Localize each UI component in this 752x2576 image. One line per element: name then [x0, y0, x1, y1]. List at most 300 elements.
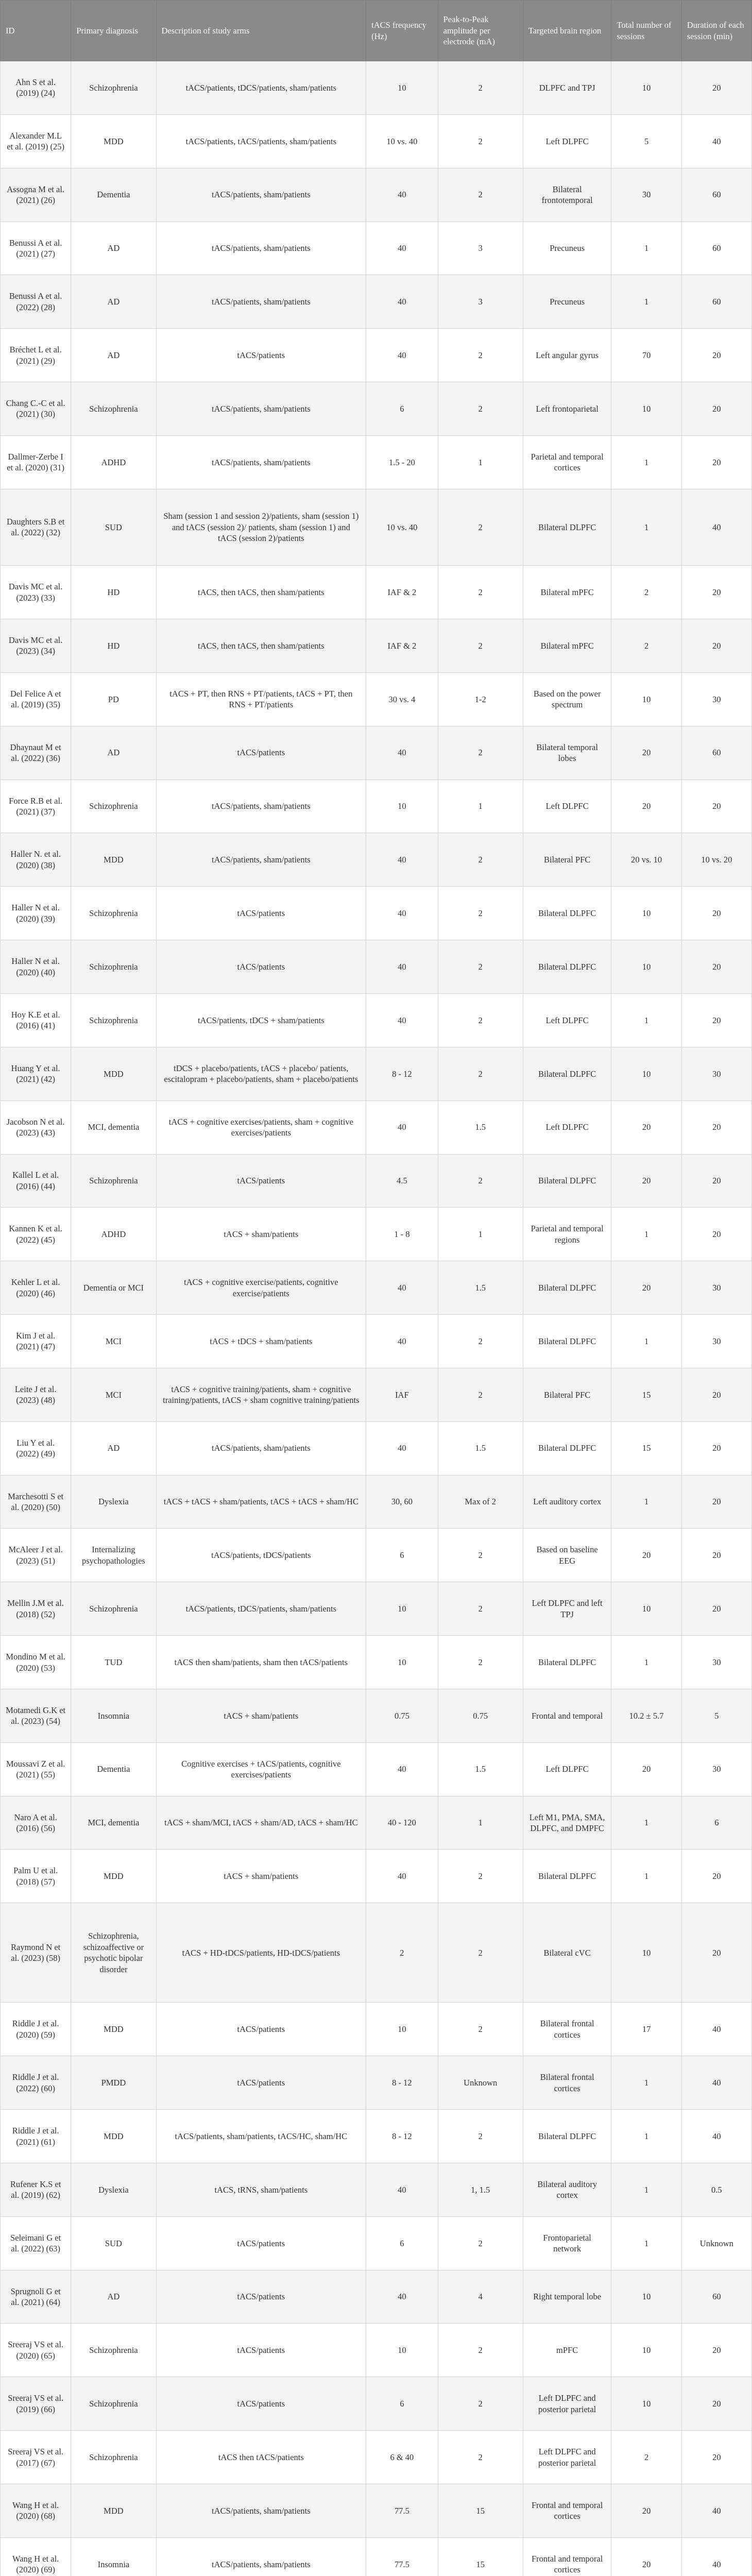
table-row	[1, 435, 752, 489]
cell-brain-region: Bilateral DLPFC	[523, 1315, 611, 1368]
cell-brain-region: Right temporal lobe	[523, 2270, 611, 2324]
cell-amplitude: 1, 1.5	[438, 2163, 523, 2216]
cell-brain-region: Left DLPFC	[523, 1100, 611, 1154]
cell-duration: 40	[681, 2484, 751, 2538]
cell-frequency: 30 vs. 4	[366, 672, 438, 726]
cell-duration: 60	[681, 275, 751, 329]
cell-amplitude: 2	[438, 2431, 523, 2484]
cell-amplitude: 1	[438, 779, 523, 833]
cell-sessions: 1	[611, 222, 681, 275]
cell-description: tACS/patients	[156, 2056, 366, 2110]
cell-amplitude: 2	[438, 2110, 523, 2163]
cell-brain-region: Bilateral PFC	[523, 833, 611, 887]
cell-primary-diagnosis: Dementia	[71, 168, 156, 222]
cell-duration: 30	[681, 1261, 751, 1315]
cell-id: Raymond N et al. (2023) (58)	[1, 1903, 71, 2003]
cell-amplitude: 2	[438, 489, 523, 565]
table-row	[1, 1315, 752, 1368]
cell-brain-region: Left DLPFC and left TPJ	[523, 1582, 611, 1636]
cell-id: Riddle J et al. (2021) (61)	[1, 2110, 71, 2163]
cell-amplitude: 2	[438, 329, 523, 382]
table-row	[1, 382, 752, 436]
cell-frequency: 6	[366, 2216, 438, 2270]
cell-amplitude: 1	[438, 435, 523, 489]
cell-description: tACS/patients	[156, 940, 366, 994]
cell-id: McAleer J et al. (2023) (51)	[1, 1529, 71, 1582]
cell-sessions: 20	[611, 726, 681, 779]
cell-frequency: 2	[366, 1903, 438, 2003]
cell-brain-region: Bilateral DLPFC	[523, 1047, 611, 1100]
cell-id: Riddle J et al. (2022) (60)	[1, 2056, 71, 2110]
cell-id: Mellin J.M et al. (2018) (52)	[1, 1582, 71, 1636]
cell-amplitude: 2	[438, 1903, 523, 2003]
cell-primary-diagnosis: MCI	[71, 1368, 156, 1421]
cell-duration: 40	[681, 114, 751, 168]
cell-description: tACS + sham/patients	[156, 1850, 366, 1903]
cell-id: Haller N et al. (2020) (40)	[1, 940, 71, 994]
cell-primary-diagnosis: Schizophrenia	[71, 1582, 156, 1636]
cell-description: tACS/patients, sham/patients	[156, 168, 366, 222]
cell-duration: 0.5	[681, 2163, 751, 2216]
cell-duration: 6	[681, 1796, 751, 1850]
cell-sessions: 5	[611, 114, 681, 168]
cell-duration: 20	[681, 1475, 751, 1529]
cell-id: Palm U et al. (2018) (57)	[1, 1850, 71, 1903]
cell-brain-region: Bilateral DLPFC	[523, 1850, 611, 1903]
cell-id: Chang C.-C et al. (2021) (30)	[1, 382, 71, 436]
cell-primary-diagnosis: HD	[71, 566, 156, 619]
table-row	[1, 2537, 752, 2576]
cell-description: tACS/patients, tDCS/patients	[156, 1529, 366, 1582]
cell-id: Mondino M et al. (2020) (53)	[1, 1636, 71, 1689]
cell-id: Leite J et al. (2023) (48)	[1, 1368, 71, 1421]
cell-description: tACS + PT, then RNS + PT/patients, tACS + PT, then RNS + PT/patients	[156, 672, 366, 726]
cell-brain-region: Bilateral DLPFC	[523, 887, 611, 940]
cell-id: Kannen K et al. (2022) (45)	[1, 1208, 71, 1261]
table-row	[1, 61, 752, 115]
cell-id: Jacobson N et al. (2023) (43)	[1, 1100, 71, 1154]
cell-frequency: 40	[366, 726, 438, 779]
cell-primary-diagnosis: MDD	[71, 2110, 156, 2163]
cell-frequency: IAF	[366, 1368, 438, 1421]
cell-sessions: 1	[611, 1850, 681, 1903]
cell-duration: Unknown	[681, 2216, 751, 2270]
cell-primary-diagnosis: MCI, dementia	[71, 1100, 156, 1154]
cell-frequency: 40	[366, 1100, 438, 1154]
table-row	[1, 1689, 752, 1742]
table-row	[1, 2324, 752, 2377]
cell-frequency: 40	[366, 2163, 438, 2216]
cell-duration: 5	[681, 1689, 751, 1742]
table-row	[1, 887, 752, 940]
cell-brain-region: Bilateral DLPFC	[523, 940, 611, 994]
cell-duration: 40	[681, 489, 751, 565]
cell-id: Haller N. et al. (2020) (38)	[1, 833, 71, 887]
cell-description: tACS/patients	[156, 2216, 366, 2270]
cell-primary-diagnosis: SUD	[71, 2216, 156, 2270]
cell-brain-region: Bilateral DLPFC	[523, 1636, 611, 1689]
cell-frequency: 30, 60	[366, 1475, 438, 1529]
cell-id: Wang H et al. (2020) (68)	[1, 2484, 71, 2538]
cell-id: Sprugnoli G et al. (2021) (64)	[1, 2270, 71, 2324]
cell-amplitude: 1.5	[438, 1261, 523, 1315]
cell-frequency: 6	[366, 1529, 438, 1582]
cell-sessions: 2	[611, 2431, 681, 2484]
cell-description: tACS/patients	[156, 329, 366, 382]
cell-primary-diagnosis: MDD	[71, 2003, 156, 2056]
cell-primary-diagnosis: AD	[71, 222, 156, 275]
cell-brain-region: Bilateral frontal cortices	[523, 2056, 611, 2110]
cell-frequency: 40	[366, 222, 438, 275]
cell-duration: 20	[681, 1529, 751, 1582]
cell-description: tACS + sham/MCI, tACS + sham/AD, tACS + sham/HC	[156, 1796, 366, 1850]
cell-sessions: 15	[611, 1368, 681, 1421]
cell-frequency: 8 - 12	[366, 2110, 438, 2163]
cell-sessions: 10	[611, 2377, 681, 2431]
cell-id: Liu Y et al. (2022) (49)	[1, 1421, 71, 1475]
cell-primary-diagnosis: TUD	[71, 1636, 156, 1689]
cell-description: tACS/patients, sham/patients	[156, 1421, 366, 1475]
cell-frequency: IAF & 2	[366, 566, 438, 619]
cell-primary-diagnosis: AD	[71, 329, 156, 382]
cell-description: tACS/patients, tDCS + sham/patients	[156, 993, 366, 1047]
header-id: ID	[1, 1, 71, 61]
cell-sessions: 1	[611, 1208, 681, 1261]
table-row	[1, 114, 752, 168]
cell-duration: 40	[681, 2537, 751, 2576]
table-row	[1, 2163, 752, 2216]
cell-primary-diagnosis: MDD	[71, 114, 156, 168]
header-duration: Duration of each session (min)	[681, 1, 751, 61]
cell-amplitude: 15	[438, 2537, 523, 2576]
cell-sessions: 1	[611, 1796, 681, 1850]
cell-primary-diagnosis: HD	[71, 619, 156, 673]
cell-amplitude: Unknown	[438, 2056, 523, 2110]
cell-amplitude: 2	[438, 168, 523, 222]
cell-primary-diagnosis: MDD	[71, 2484, 156, 2538]
cell-frequency: 6	[366, 2377, 438, 2431]
cell-frequency: 40	[366, 833, 438, 887]
cell-amplitude: 2	[438, 993, 523, 1047]
cell-id: Hoy K.E et al. (2016) (41)	[1, 993, 71, 1047]
cell-description: tACS, tRNS, sham/patients	[156, 2163, 366, 2216]
table-row	[1, 1742, 752, 1796]
cell-duration: 20	[681, 2324, 751, 2377]
cell-primary-diagnosis: Schizophrenia	[71, 1154, 156, 1208]
cell-id: Assogna M et al. (2021) (26)	[1, 168, 71, 222]
cell-frequency: 10	[366, 2003, 438, 2056]
cell-id: Kim J et al. (2021) (47)	[1, 1315, 71, 1368]
cell-description: tACS + tACS + sham/patients, tACS + tACS + sham/HC	[156, 1475, 366, 1529]
cell-description: tACS/patients	[156, 1154, 366, 1208]
cell-primary-diagnosis: Schizophrenia	[71, 2377, 156, 2431]
table-row	[1, 1208, 752, 1261]
cell-duration: 20	[681, 435, 751, 489]
cell-brain-region: Frontal and temporal cortices	[523, 2537, 611, 2576]
cell-amplitude: 1	[438, 1796, 523, 1850]
cell-amplitude: 2	[438, 1368, 523, 1421]
cell-sessions: 1	[611, 489, 681, 565]
cell-duration: 20	[681, 1208, 751, 1261]
cell-brain-region: Left DLPFC	[523, 993, 611, 1047]
cell-brain-region: Based on baseline EEG	[523, 1529, 611, 1582]
cell-brain-region: Left DLPFC	[523, 114, 611, 168]
cell-sessions: 10	[611, 1047, 681, 1100]
cell-primary-diagnosis: MDD	[71, 833, 156, 887]
cell-duration: 30	[681, 1047, 751, 1100]
cell-primary-diagnosis: Dyslexia	[71, 1475, 156, 1529]
cell-id: Rufener K.S et al. (2019) (62)	[1, 2163, 71, 2216]
cell-amplitude: 1.5	[438, 1421, 523, 1475]
cell-duration: 40	[681, 2110, 751, 2163]
table-row	[1, 779, 752, 833]
cell-frequency: 40	[366, 329, 438, 382]
cell-sessions: 30	[611, 168, 681, 222]
table-row	[1, 940, 752, 994]
cell-sessions: 10	[611, 887, 681, 940]
cell-duration: 30	[681, 1315, 751, 1368]
cell-frequency: 40	[366, 1315, 438, 1368]
table-row	[1, 1154, 752, 1208]
cell-brain-region: Parietal and temporal cortices	[523, 435, 611, 489]
cell-frequency: 40	[366, 940, 438, 994]
cell-sessions: 10	[611, 1903, 681, 2003]
table-row	[1, 2270, 752, 2324]
cell-duration: 60	[681, 2270, 751, 2324]
cell-frequency: 40	[366, 168, 438, 222]
cell-frequency: 8 - 12	[366, 1047, 438, 1100]
cell-primary-diagnosis: AD	[71, 275, 156, 329]
cell-description: Cognitive exercises + tACS/patients, cognitive exercises/patients	[156, 1742, 366, 1796]
cell-brain-region: Frontoparietal network	[523, 2216, 611, 2270]
cell-duration: 20	[681, 940, 751, 994]
table-row	[1, 2003, 752, 2056]
cell-primary-diagnosis: PD	[71, 672, 156, 726]
cell-amplitude: 3	[438, 275, 523, 329]
cell-duration: 20	[681, 1850, 751, 1903]
cell-primary-diagnosis: Insomnia	[71, 1689, 156, 1742]
cell-id: Kallel L et al. (2016) (44)	[1, 1154, 71, 1208]
header-description: Description of study arms	[156, 1, 366, 61]
cell-primary-diagnosis: Schizophrenia	[71, 887, 156, 940]
cell-frequency: 1 - 8	[366, 1208, 438, 1261]
cell-sessions: 1	[611, 993, 681, 1047]
table-row	[1, 2431, 752, 2484]
cell-id: Kehler L et al. (2020) (46)	[1, 1261, 71, 1315]
cell-frequency: 4.5	[366, 1154, 438, 1208]
cell-amplitude: 1.5	[438, 1100, 523, 1154]
cell-brain-region: Bilateral frontotemporal	[523, 168, 611, 222]
cell-duration: 30	[681, 1636, 751, 1689]
cell-frequency: 77.5	[366, 2484, 438, 2538]
cell-frequency: 40	[366, 1850, 438, 1903]
cell-sessions: 20	[611, 1261, 681, 1315]
cell-primary-diagnosis: Insomnia	[71, 2537, 156, 2576]
cell-frequency: 10	[366, 61, 438, 115]
table-row	[1, 619, 752, 673]
table-row	[1, 489, 752, 565]
cell-description: tACS/patients, tACS/patients, sham/patients	[156, 114, 366, 168]
cell-amplitude: 2	[438, 1047, 523, 1100]
table-row	[1, 1475, 752, 1529]
cell-description: tACS/patients, tDCS/patients, sham/patients	[156, 1582, 366, 1636]
cell-duration: 30	[681, 672, 751, 726]
cell-amplitude: 2	[438, 2324, 523, 2377]
cell-brain-region: Bilateral DLPFC	[523, 489, 611, 565]
cell-description: tACS/patients, sham/patients	[156, 435, 366, 489]
cell-id: Dhaynaut M et al. (2022) (36)	[1, 726, 71, 779]
cell-description: tACS/patients	[156, 726, 366, 779]
cell-amplitude: 2	[438, 887, 523, 940]
cell-sessions: 1	[611, 2216, 681, 2270]
cell-sessions: 20	[611, 1100, 681, 1154]
cell-frequency: 1.5 - 20	[366, 435, 438, 489]
cell-frequency: 8 - 12	[366, 2056, 438, 2110]
cell-brain-region: Left DLPFC and posterior parietal	[523, 2377, 611, 2431]
cell-description: tACS/patients, sham/patients	[156, 275, 366, 329]
header-amplitude: Peak-to-Peak amplitude per electrode (mA)	[438, 1, 523, 61]
cell-description: tACS/patients, sham/patients	[156, 833, 366, 887]
table-row	[1, 1529, 752, 1582]
cell-duration: 20	[681, 61, 751, 115]
cell-id: Wang H et al. (2020) (69)	[1, 2537, 71, 2576]
cell-amplitude: 4	[438, 2270, 523, 2324]
cell-amplitude: Max of 2	[438, 1475, 523, 1529]
table-row	[1, 1421, 752, 1475]
cell-frequency: 6 & 40	[366, 2431, 438, 2484]
cell-id: Sreeraj VS et al. (2020) (65)	[1, 2324, 71, 2377]
cell-id: Alexander M.L et al. (2019) (25)	[1, 114, 71, 168]
cell-description: tACS + cognitive exercise/patients, cognitive exercise/patients	[156, 1261, 366, 1315]
cell-primary-diagnosis: Schizophrenia	[71, 779, 156, 833]
cell-id: Seleimani G et al. (2022) (63)	[1, 2216, 71, 2270]
cell-sessions: 1	[611, 2056, 681, 2110]
cell-description: tACS/patients, sham/patients	[156, 382, 366, 436]
table-row	[1, 1261, 752, 1315]
cell-id: Haller N et al. (2020) (39)	[1, 887, 71, 940]
cell-id: Huang Y et al. (2021) (42)	[1, 1047, 71, 1100]
cell-description: tACS + sham/patients	[156, 1689, 366, 1742]
cell-duration: 40	[681, 2056, 751, 2110]
cell-brain-region: Frontal and temporal	[523, 1689, 611, 1742]
cell-duration: 60	[681, 222, 751, 275]
cell-description: tACS then tACS/patients	[156, 2431, 366, 2484]
cell-brain-region: Bilateral temporal lobes	[523, 726, 611, 779]
cell-primary-diagnosis: PMDD	[71, 2056, 156, 2110]
cell-id: Moussavi Z et al. (2021) (55)	[1, 1742, 71, 1796]
cell-primary-diagnosis: Dyslexia	[71, 2163, 156, 2216]
cell-description: tACS + tDCS + sham/patients	[156, 1315, 366, 1368]
cell-id: Davis MC et al. (2023) (33)	[1, 566, 71, 619]
table-row	[1, 222, 752, 275]
cell-primary-diagnosis: Dementia	[71, 1742, 156, 1796]
cell-amplitude: 2	[438, 2216, 523, 2270]
cell-sessions: 17	[611, 2003, 681, 2056]
cell-description: tACS/patients, tDCS/patients, sham/patients	[156, 61, 366, 115]
table-row	[1, 1796, 752, 1850]
cell-duration: 20	[681, 1154, 751, 1208]
table-row	[1, 2484, 752, 2538]
cell-description: tACS/patients	[156, 887, 366, 940]
cell-brain-region: Left DLPFC	[523, 779, 611, 833]
cell-brain-region: Left DLPFC and posterior parietal	[523, 2431, 611, 2484]
table-row	[1, 2056, 752, 2110]
cell-sessions: 10	[611, 61, 681, 115]
cell-description: tACS/patients, sham/patients	[156, 779, 366, 833]
cell-amplitude: 2	[438, 2003, 523, 2056]
cell-description: tACS/patients	[156, 2324, 366, 2377]
cell-amplitude: 2	[438, 566, 523, 619]
cell-sessions: 20	[611, 2537, 681, 2576]
table-row	[1, 1903, 752, 2003]
cell-amplitude: 15	[438, 2484, 523, 2538]
cell-id: Force R.B et al. (2021) (37)	[1, 779, 71, 833]
cell-id: Benussi A et al. (2021) (27)	[1, 222, 71, 275]
cell-sessions: 10.2 ± 5.7	[611, 1689, 681, 1742]
cell-brain-region: Left auditory cortex	[523, 1475, 611, 1529]
table-row	[1, 1368, 752, 1421]
cell-description: tACS + sham/patients	[156, 1208, 366, 1261]
table-row	[1, 1636, 752, 1689]
cell-description: tACS + HD-tDCS/patients, HD-tDCS/patients	[156, 1903, 366, 2003]
table-row	[1, 1100, 752, 1154]
table-row	[1, 2110, 752, 2163]
cell-amplitude: 2	[438, 1850, 523, 1903]
header-frequency: tACS frequency (Hz)	[366, 1, 438, 61]
cell-frequency: 40	[366, 993, 438, 1047]
cell-brain-region: Bilateral PFC	[523, 1368, 611, 1421]
cell-primary-diagnosis: MCI, dementia	[71, 1796, 156, 1850]
cell-amplitude: 2	[438, 61, 523, 115]
cell-sessions: 1	[611, 1315, 681, 1368]
cell-duration: 20	[681, 1368, 751, 1421]
table-row	[1, 2377, 752, 2431]
cell-sessions: 10	[611, 382, 681, 436]
cell-amplitude: 1-2	[438, 672, 523, 726]
cell-description: tACS/patients	[156, 2003, 366, 2056]
cell-id: Daughters S.B et al. (2022) (32)	[1, 489, 71, 565]
cell-sessions: 10	[611, 940, 681, 994]
cell-duration: 10 vs. 20	[681, 833, 751, 887]
table-row	[1, 726, 752, 779]
cell-frequency: 77.5	[366, 2537, 438, 2576]
cell-sessions: 1	[611, 275, 681, 329]
cell-duration: 20	[681, 779, 751, 833]
cell-sessions: 20	[611, 779, 681, 833]
cell-primary-diagnosis: MDD	[71, 1047, 156, 1100]
cell-primary-diagnosis: Schizophrenia, schizoaffective or psychotic bipolar disorder	[71, 1903, 156, 2003]
cell-frequency: 40	[366, 275, 438, 329]
cell-frequency: 40 - 120	[366, 1796, 438, 1850]
cell-brain-region: Bilateral DLPFC	[523, 2110, 611, 2163]
cell-duration: 20	[681, 1903, 751, 2003]
cell-amplitude: 2	[438, 726, 523, 779]
table-row	[1, 1582, 752, 1636]
cell-id: Davis MC et al. (2023) (34)	[1, 619, 71, 673]
cell-primary-diagnosis: Schizophrenia	[71, 61, 156, 115]
cell-frequency: IAF & 2	[366, 619, 438, 673]
cell-primary-diagnosis: Schizophrenia	[71, 940, 156, 994]
cell-duration: 40	[681, 2003, 751, 2056]
cell-sessions: 2	[611, 566, 681, 619]
cell-duration: 20	[681, 329, 751, 382]
cell-brain-region: Left frontoparietal	[523, 382, 611, 436]
cell-duration: 60	[681, 726, 751, 779]
table-row	[1, 1850, 752, 1903]
cell-primary-diagnosis: Internalizing psychopathologies	[71, 1529, 156, 1582]
cell-brain-region: Precuneus	[523, 222, 611, 275]
cell-primary-diagnosis: SUD	[71, 489, 156, 565]
